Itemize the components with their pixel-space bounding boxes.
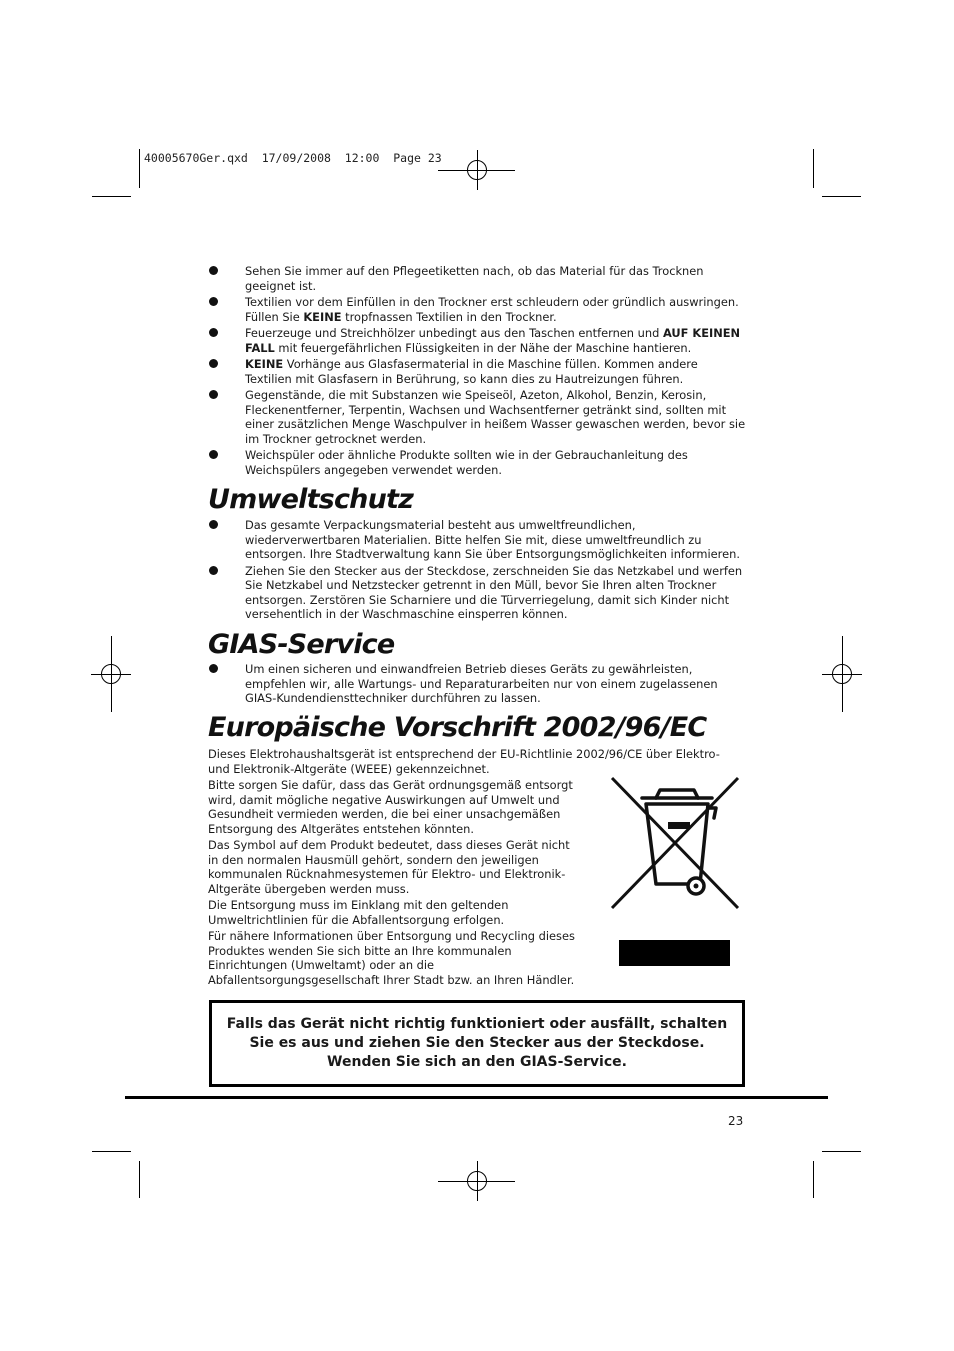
weee-paragraph: Bitte sorgen Sie dafür, dass das Gerät ordnungsgemäß entsorgt wird, damit mögliche negative Auswirkungen auf Umwelt und Gesundheit vermieden werden, die bei einer unsachgemäßen Entsorgung des Altgerätes entstehen könnten. [208, 778, 573, 836]
print-slug: 40005670Ger.qxd 17/09/2008 12:00 Page 23 [144, 151, 442, 165]
page-number: 23 [728, 1114, 744, 1128]
bullet-dot-icon [209, 566, 218, 575]
list-item: Textilien vor dem Einfüllen in den Trockner erst schleudern oder gründlich auswringen. Füllen Sie KEINE tropfnassen Textilien in den Trockner. [208, 295, 748, 324]
section-heading-umweltschutz: Umweltschutz [208, 484, 414, 515]
section-heading-weee: Europäische Vorschrift 2002/96/EC [208, 712, 707, 743]
footer-rule [125, 1096, 828, 1099]
list-item: Feuerzeuge und Streichhölzer unbedingt aus den Taschen entfernen und AUF KEINEN FALL mit feuergefährlichen Flüssigkeiten in der Nähe der Maschine hantieren. [208, 326, 748, 355]
list-item: KEINE Vorhänge aus Glasfasermaterial in die Maschine füllen. Kommen andere Textilien mit Glasfasern in Berührung, so kann dies zu Hautreizungen führen. [208, 357, 748, 386]
weee-paragraph: Für nähere Informationen über Entsorgung und Recycling dieses Produktes wenden Sie sich bitte an Ihre kommunalen Einrichtungen (Umweltamt) oder an die Abfallentsorgungsgesellschaft Ihrer Stadt bzw. an Ihren Händler. [208, 929, 575, 987]
weee-paragraph: Das Symbol auf dem Produkt bedeutet, dass dieses Gerät nicht in den normalen Hausmüll gehört, sondern den jeweiligen kommunalen Rücknahmesystemen für Elektro- und Elektronik-Altgeräte übergeben werden muss. [208, 838, 570, 896]
list-item: Weichspüler oder ähnliche Produkte sollten wie in der Gebrauchanleitung des Weichspülers angegeben verwendet werden. [208, 448, 748, 477]
warning-box [209, 1000, 745, 1087]
bullet-dot-icon [209, 359, 218, 368]
bullet-dot-icon [209, 520, 218, 529]
umweltschutz-bullet-list [208, 518, 748, 624]
weee-paragraph: Die Entsorgung muss im Einklang mit den geltenden Umweltrichtlinien für die Abfallentsorgung erfolgen. [208, 898, 509, 927]
weee-black-bar [619, 940, 730, 966]
list-item: Ziehen Sie den Stecker aus der Steckdose, zerschneiden Sie das Netzkabel und werfen Sie Netzkabel und Netzstecker getrennt in den Müll, bevor Sie Ihren alten Trockner entsorgen. Zerstören Sie Scharniere und die Türverriegelung, damit sich Kinder nicht versehentlich in der Waschmaschine einsperren können. [208, 564, 748, 622]
bullet-dot-icon [209, 390, 218, 399]
list-item: Sehen Sie immer auf den Pflegeetiketten nach, ob das Material für das Trocknen geeignet ist. [208, 264, 748, 293]
safety-bullet-list [208, 264, 748, 479]
list-item: Um einen sicheren und einwandfreien Betrieb dieses Geräts zu gewährleisten, empfehlen wir, alle Wartungs- und Reparaturarbeiten nur von einem zugelassenen GIAS-Kundendiensttechniker durchführen zu lassen. [208, 662, 748, 706]
weee-intro: Dieses Elektrohaushaltsgerät ist entsprechend der EU-Richtlinie 2002/96/CE über Elektro- und Elektronik-Altgeräte (WEEE) gekennzeichnet. [208, 747, 720, 776]
bullet-dot-icon [209, 328, 218, 337]
gias-bullet-list [208, 662, 748, 708]
bullet-dot-icon [209, 450, 218, 459]
section-heading-gias-service: GIAS-Service [208, 629, 395, 660]
list-item: Gegenstände, die mit Substanzen wie Speiseöl, Azeton, Alkohol, Benzin, Kerosin, Fleckenentferner, Terpentin, Wachsen und Wachsentferner getränkt sind, sollten mit einer zusätzlichen Menge Waschpulver in heißem Wasser gewaschen werden, bevor sie im Trockner getrocknet werden. [208, 388, 748, 446]
bullet-dot-icon [209, 266, 218, 275]
warning-text: Falls das Gerät nicht richtig funktioniert oder ausfällt, schalten Sie es aus und ziehen Sie den Stecker aus der Steckdose. Wenden Sie sich an den GIAS-Service. [226, 1016, 728, 1070]
bullet-dot-icon [209, 664, 218, 673]
list-item: Das gesamte Verpackungsmaterial besteht aus umweltfreundlichen, wiederverwertbaren Materialien. Bitte helfen Sie mit, diese umweltfreundlich zu entsorgen. Ihre Stadtverwaltung kann Sie über Entsorgungsmöglichkeiten informieren. [208, 518, 748, 562]
bullet-dot-icon [209, 297, 218, 306]
crossed-out-wheelie-bin-icon [608, 774, 742, 914]
